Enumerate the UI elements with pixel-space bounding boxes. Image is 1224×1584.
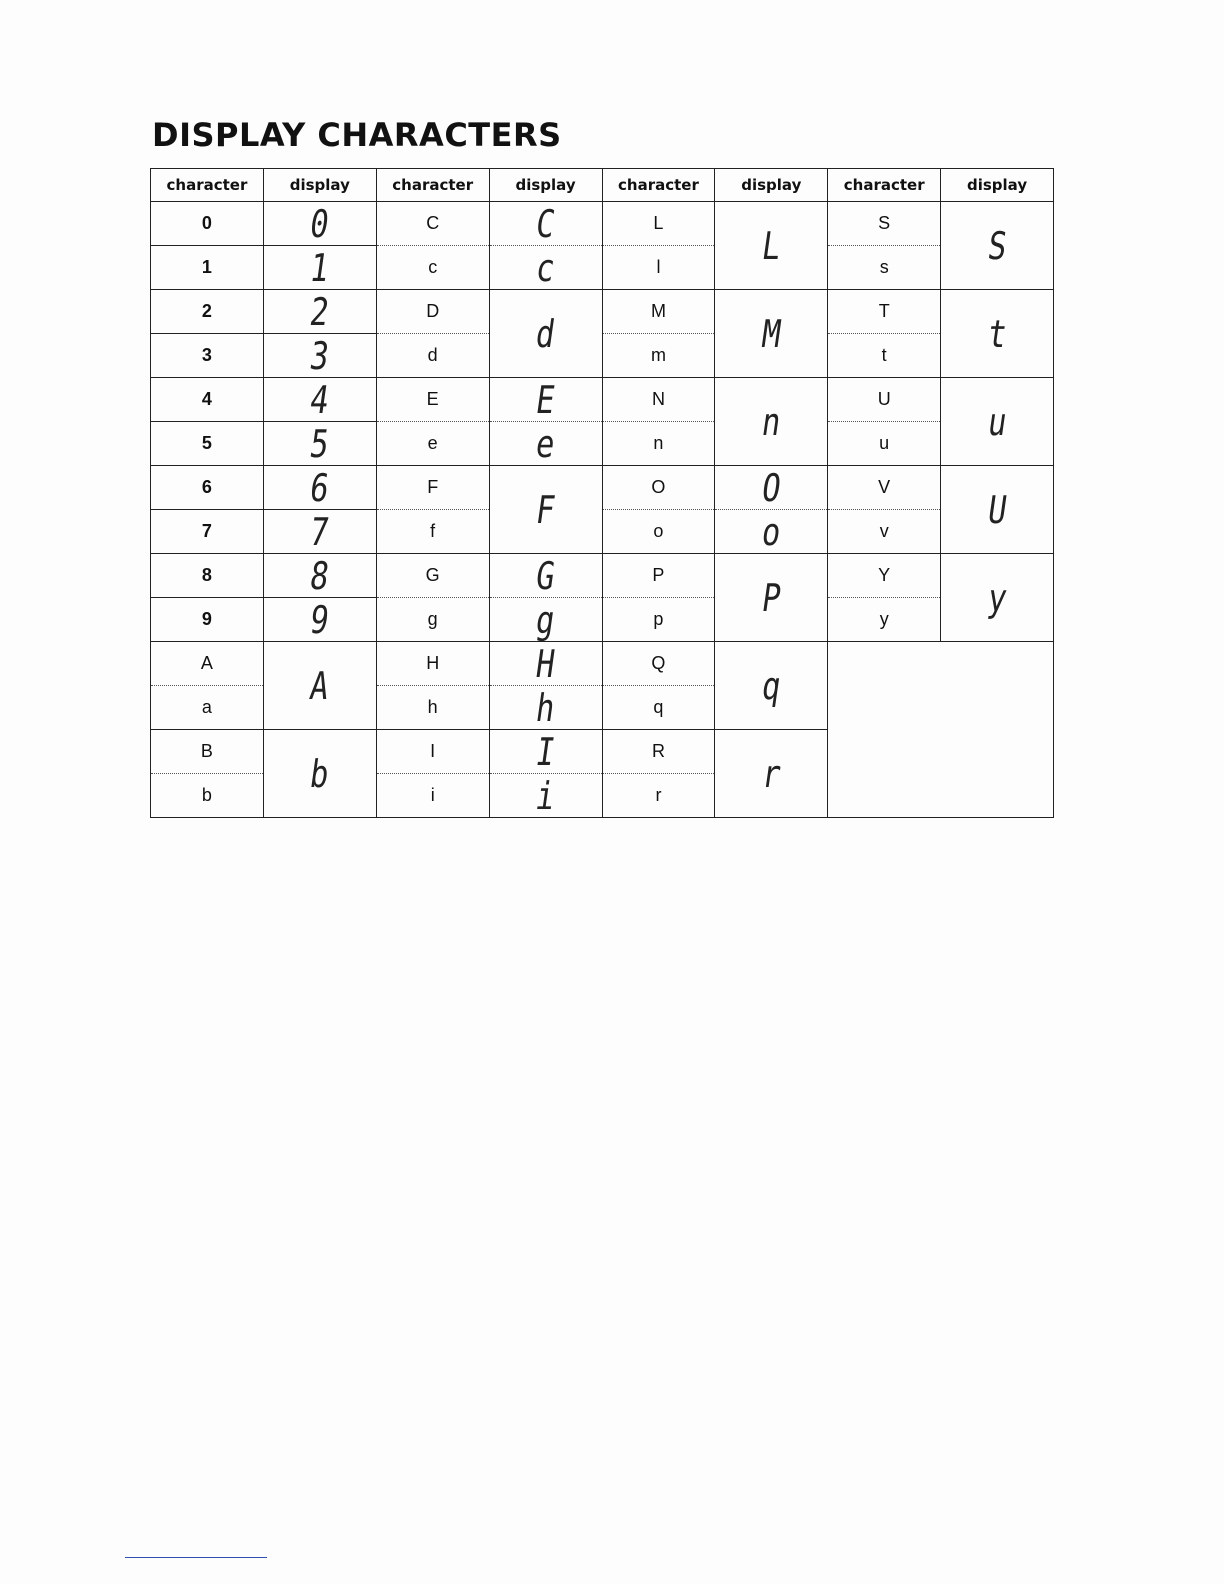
display-cell <box>489 686 602 730</box>
character-cell: I <box>376 730 489 774</box>
character-cell: p <box>602 598 715 642</box>
display-cell <box>263 598 376 642</box>
display-glyph: h <box>533 685 558 730</box>
display-glyph: S <box>984 223 1010 268</box>
display-cell <box>489 598 602 642</box>
table-row <box>151 422 1054 466</box>
display-glyph: 2 <box>307 289 333 334</box>
display-glyph: u <box>984 399 1010 444</box>
character-cell: U <box>828 378 941 422</box>
character-cell: y <box>828 598 941 642</box>
display-cell <box>263 554 376 598</box>
display-cell <box>489 774 602 818</box>
page-title: DISPLAY CHARACTERS <box>152 116 562 154</box>
table-row <box>151 378 1054 422</box>
display-glyph: c <box>533 245 558 290</box>
display-glyph: i <box>533 773 558 818</box>
column-header-display: display <box>715 169 828 202</box>
character-cell: n <box>602 422 715 466</box>
character-cell: M <box>602 290 715 334</box>
display-cell <box>263 642 376 730</box>
table-row <box>151 290 1054 334</box>
character-cell: i <box>376 774 489 818</box>
character-cell: 9 <box>151 598 264 642</box>
character-cell: O <box>602 466 715 510</box>
character-cell: a <box>151 686 264 730</box>
table-row <box>151 642 1054 686</box>
table-row <box>151 466 1054 510</box>
table-row <box>151 202 1054 246</box>
character-cell: r <box>602 774 715 818</box>
display-cell <box>263 422 376 466</box>
display-glyph: E <box>533 377 558 422</box>
display-glyph: U <box>984 487 1010 532</box>
character-cell: o <box>602 510 715 554</box>
display-glyph: g <box>533 597 558 642</box>
footer-rule <box>125 1557 267 1558</box>
display-glyph: 3 <box>307 333 333 378</box>
column-header-character: character <box>151 169 264 202</box>
table-row <box>151 598 1054 642</box>
display-cell <box>263 290 376 334</box>
character-cell: R <box>602 730 715 774</box>
character-cell: A <box>151 642 264 686</box>
display-glyph: d <box>533 311 558 356</box>
column-header-character: character <box>376 169 489 202</box>
display-glyph: H <box>533 641 558 686</box>
display-cell <box>489 378 602 422</box>
display-glyph: O <box>759 465 784 510</box>
display-glyph: A <box>307 663 333 708</box>
character-cell: B <box>151 730 264 774</box>
display-cell <box>489 642 602 686</box>
character-cell: 4 <box>151 378 264 422</box>
display-cell <box>941 290 1054 378</box>
character-cell: b <box>151 774 264 818</box>
display-glyph: y <box>984 575 1010 620</box>
character-cell: 2 <box>151 290 264 334</box>
display-cell <box>715 730 828 818</box>
display-cell <box>941 202 1054 290</box>
character-cell: C <box>376 202 489 246</box>
display-glyph: 1 <box>307 245 333 290</box>
display-glyph: t <box>984 311 1010 356</box>
character-cell: H <box>376 642 489 686</box>
display-glyph: F <box>533 487 558 532</box>
display-cell <box>263 466 376 510</box>
display-cell <box>263 334 376 378</box>
display-glyph: 9 <box>307 597 333 642</box>
display-glyph: b <box>307 751 333 796</box>
display-glyph: 8 <box>307 553 333 598</box>
character-cell: Y <box>828 554 941 598</box>
character-cell: N <box>602 378 715 422</box>
character-cell: g <box>376 598 489 642</box>
character-cell: h <box>376 686 489 730</box>
character-cell: V <box>828 466 941 510</box>
display-glyph: q <box>759 663 784 708</box>
character-cell: v <box>828 510 941 554</box>
display-glyph: L <box>759 223 784 268</box>
column-header-display: display <box>489 169 602 202</box>
table-row <box>151 554 1054 598</box>
display-glyph: 7 <box>307 509 333 554</box>
display-cell <box>715 510 828 554</box>
display-glyph: o <box>759 509 784 554</box>
character-cell: T <box>828 290 941 334</box>
character-cell: 8 <box>151 554 264 598</box>
character-cell: q <box>602 686 715 730</box>
column-header-character: character <box>828 169 941 202</box>
empty-cell <box>828 642 1054 818</box>
table-row <box>151 334 1054 378</box>
character-cell: d <box>376 334 489 378</box>
display-cell <box>263 246 376 290</box>
display-characters-table <box>150 168 1054 818</box>
character-cell: F <box>376 466 489 510</box>
column-header-display: display <box>941 169 1054 202</box>
character-cell: f <box>376 510 489 554</box>
display-cell <box>263 378 376 422</box>
character-cell: 3 <box>151 334 264 378</box>
display-glyph: e <box>533 421 558 466</box>
display-glyph: 4 <box>307 377 333 422</box>
display-cell <box>489 202 602 246</box>
character-cell: u <box>828 422 941 466</box>
display-cell <box>489 290 602 378</box>
character-cell: G <box>376 554 489 598</box>
character-cell: c <box>376 246 489 290</box>
display-cell <box>715 378 828 466</box>
display-cell <box>715 466 828 510</box>
character-cell: E <box>376 378 489 422</box>
display-glyph: r <box>759 751 784 796</box>
character-cell: 5 <box>151 422 264 466</box>
display-cell <box>489 246 602 290</box>
display-cell <box>263 730 376 818</box>
display-cell <box>941 554 1054 642</box>
character-cell: m <box>602 334 715 378</box>
column-header-character: character <box>602 169 715 202</box>
header-row <box>151 169 1054 202</box>
display-glyph: G <box>533 553 558 598</box>
display-cell <box>489 422 602 466</box>
display-cell <box>715 642 828 730</box>
display-glyph: M <box>759 311 784 356</box>
character-cell: l <box>602 246 715 290</box>
character-cell: D <box>376 290 489 334</box>
display-cell <box>941 378 1054 466</box>
display-cell <box>263 202 376 246</box>
display-cell <box>263 510 376 554</box>
display-cell <box>715 290 828 378</box>
display-glyph: n <box>759 399 784 444</box>
display-glyph: P <box>759 575 784 620</box>
display-cell <box>489 554 602 598</box>
character-cell: t <box>828 334 941 378</box>
display-cell <box>715 554 828 642</box>
character-cell: 6 <box>151 466 264 510</box>
display-cell <box>941 466 1054 554</box>
character-cell: 7 <box>151 510 264 554</box>
display-cell <box>489 730 602 774</box>
character-cell: P <box>602 554 715 598</box>
table-row <box>151 246 1054 290</box>
display-cell <box>715 202 828 290</box>
display-glyph: 0 <box>307 201 333 246</box>
display-glyph: I <box>533 729 558 774</box>
display-glyph: 6 <box>307 465 333 510</box>
column-header-display: display <box>263 169 376 202</box>
character-cell: Q <box>602 642 715 686</box>
character-cell: s <box>828 246 941 290</box>
display-glyph: C <box>533 201 558 246</box>
character-cell: e <box>376 422 489 466</box>
character-cell: S <box>828 202 941 246</box>
character-cell: 1 <box>151 246 264 290</box>
character-cell: 0 <box>151 202 264 246</box>
table-row <box>151 510 1054 554</box>
character-cell: L <box>602 202 715 246</box>
display-glyph: 5 <box>307 421 333 466</box>
display-cell <box>489 466 602 554</box>
